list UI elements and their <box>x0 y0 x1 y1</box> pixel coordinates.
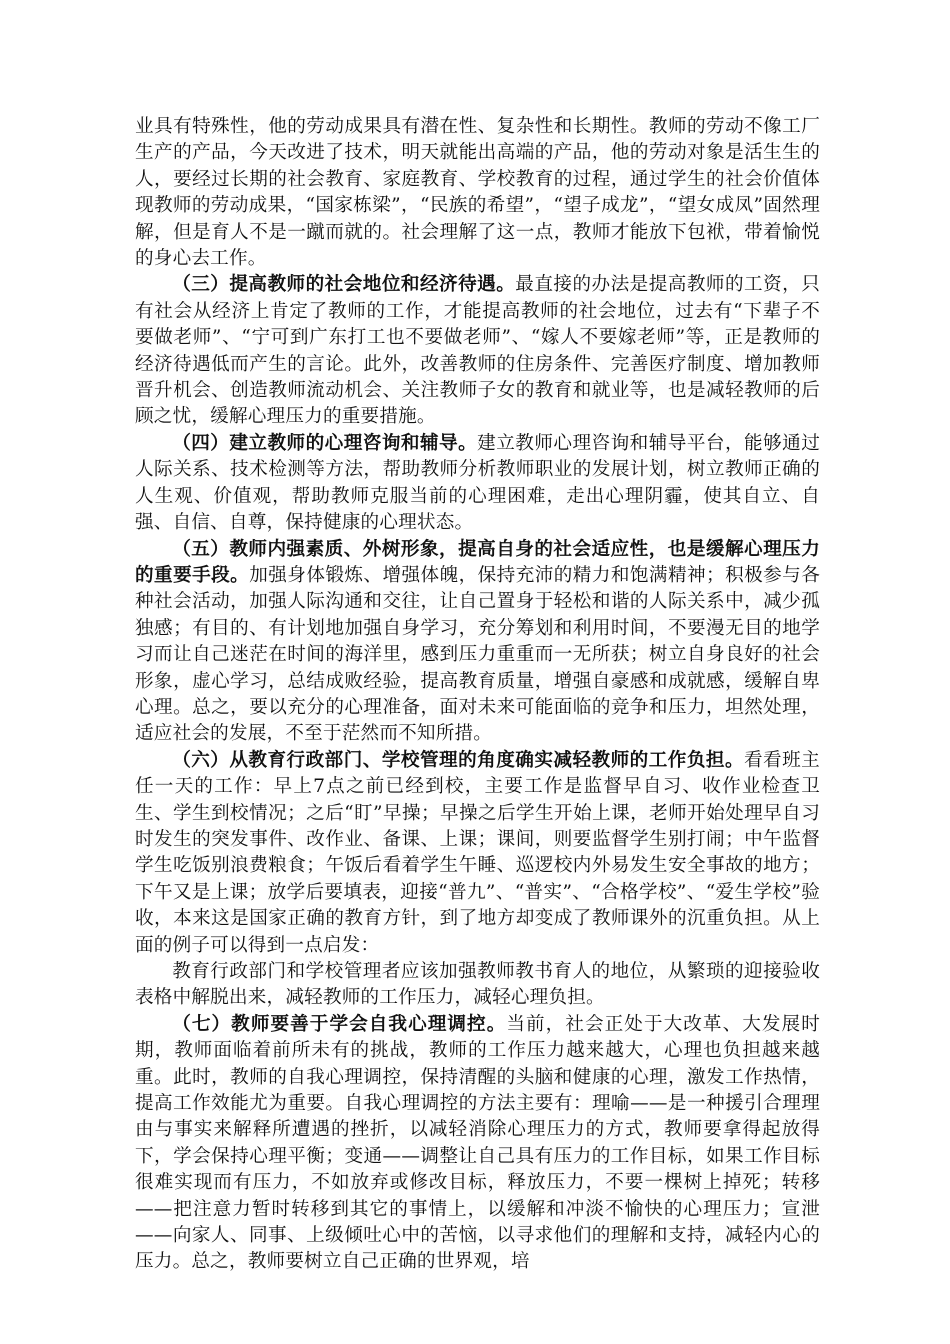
paragraph-section-6 <box>135 748 820 959</box>
section-heading: （五）教师内强素质、外树形象，提高自身的社会适应性，也是缓解心理压力的重要手段。 <box>135 538 820 586</box>
paragraph-text: 当前，社会正处于大改革、大发展时期，教师面临着前所未有的挑战，教师的工作压力越来越大，心理也负担越来越重。此时，教师的自我心理调控，保持清醒的头脑和健康的心理，激发工作热情，提高工作效能尤为重要。自我心理调控的方法主要有：理喻——是一种援引合理理由与事实来解释所遭遇的挫折，以减轻消除心理压力的方式，教师要拿得起放得下，学会保持心理平衡；变通——调整让自己具有压力的工作目标，如果工作目标很难实现而有压力，不如放弃或修改目标，释放压力，不要一棵树上掉死；转移——把注意力暂时转移到其它的事情上，以缓解和冲淡不愉快的心理压力；宣泄——向家人、同事、上级倾吐心中的苦恼，以寻求他们的理解和支持，减轻内心的压力。总之，教师要树立自己正确的世界观，培 <box>135 1013 821 1273</box>
paragraph-text: 教育行政部门和学校管理者应该加强教师教书育人的地位，从繁琐的迎接验收表格中解脱出来，减轻教师的工作压力，减轻心理负担。 <box>135 961 820 1009</box>
paragraph-section-3 <box>135 272 820 430</box>
section-heading: （四）建立教师的心理咨询和辅导。 <box>172 432 478 454</box>
section-heading: （七）教师要善于学会自我心理调控。 <box>172 1013 507 1035</box>
paragraph-continuation <box>135 114 820 272</box>
paragraph-section-7 <box>135 1012 820 1276</box>
paragraph-text: 看看班主任一天的工作：早上7点之前已经到校，主要工作是监督早自习、收作业检查卫生、学生到校情况；之后“盯”早操；早操之后学生开始上课，老师开始处理早自习时发生的突发事件、改作业、备课、上课；课间，则要监督学生别打闹；中午监督学生吃饭别浪费粮食；午饭后看着学生午睡、巡逻校内外易发生安全事故的地方；下午又是上课；放学后要填表，迎接“普九”、“普实”、“合格学校”、“爱生学校”验收，本来这是国家正确的教育方针，到了地方却变成了教师课外的沉重负担。从上面的例子可以得到一点启发： <box>135 749 820 956</box>
paragraph-section-5 <box>135 537 820 748</box>
paragraph-text: 最直接的办法是提高教师的工资，只有社会从经济上肯定了教师的工作，才能提高教师的社会地位，过去有“下辈子不要做老师”、“宁可到广东打工也不要做老师”、“嫁人不要嫁老师”等，正是教师的经济待遇低而产生的言论。此外，改善教师的住房条件、完善医疗制度、增加教师晋升机会、创造教师流动机会、关注教师子女的教育和就业等，也是减轻教师的后顾之忧，缓解心理压力的重要措施。 <box>135 274 821 428</box>
section-heading: （六）从教育行政部门、学校管理的角度确实减轻教师的工作负担。 <box>172 749 744 771</box>
paragraph-section-4 <box>135 431 820 537</box>
paragraph-text: 业具有特殊性，他的劳动成果具有潜在性、复杂性和长期性。教师的劳动不像工厂生产的产品，今天改进了技术，明天就能出高端的产品，他的劳动对象是活生生的人，要经过长期的社会教育、家庭教育、学校教育的过程，通过学生的社会价值体现教师的劳动成果，“国家栋梁”，“民族的希望”，“望子成龙”，“望女成凤”固然理解，但是育人不是一蹴而就的。社会理解了这一点，教师才能放下包袱，带着愉悦的身心去工作。 <box>135 116 820 270</box>
section-heading: （三）提高教师的社会地位和经济待遇。 <box>172 274 516 296</box>
paragraph-section-6-note <box>135 959 820 1012</box>
paragraph-text: 加强身体锻炼、增强体魄，保持充沛的精力和饱满精神；积极参与各种社会活动，加强人际沟通和交往，让自己置身于轻松和谐的人际关系中，减少孤独感；有目的、有计划地加强自身学习，充分筹划和利用时间，不要漫无目的地学习而让自己迷茫在时间的海洋里，感到压力重重而一无所获；树立自身良好的社会形象，虚心学习，总结成败经验，提高教育质量，增强自豪感和成就感，缓解自卑心理。总之，要以充分的心理准备，面对未来可能面临的竞争和压力，坦然处理，适应社会的发展，不至于茫然而不知所措。 <box>135 564 820 745</box>
paragraph-text: 建立教师心理咨询和辅导平台，能够通过人际关系、技术检测等方法，帮助教师分析教师职业的发展计划，树立教师正确的人生观、价值观，帮助教师克服当前的心理困难，走出心理阴霾，使其自立、自强、自信、自尊，保持健康的心理状态。 <box>135 432 820 534</box>
